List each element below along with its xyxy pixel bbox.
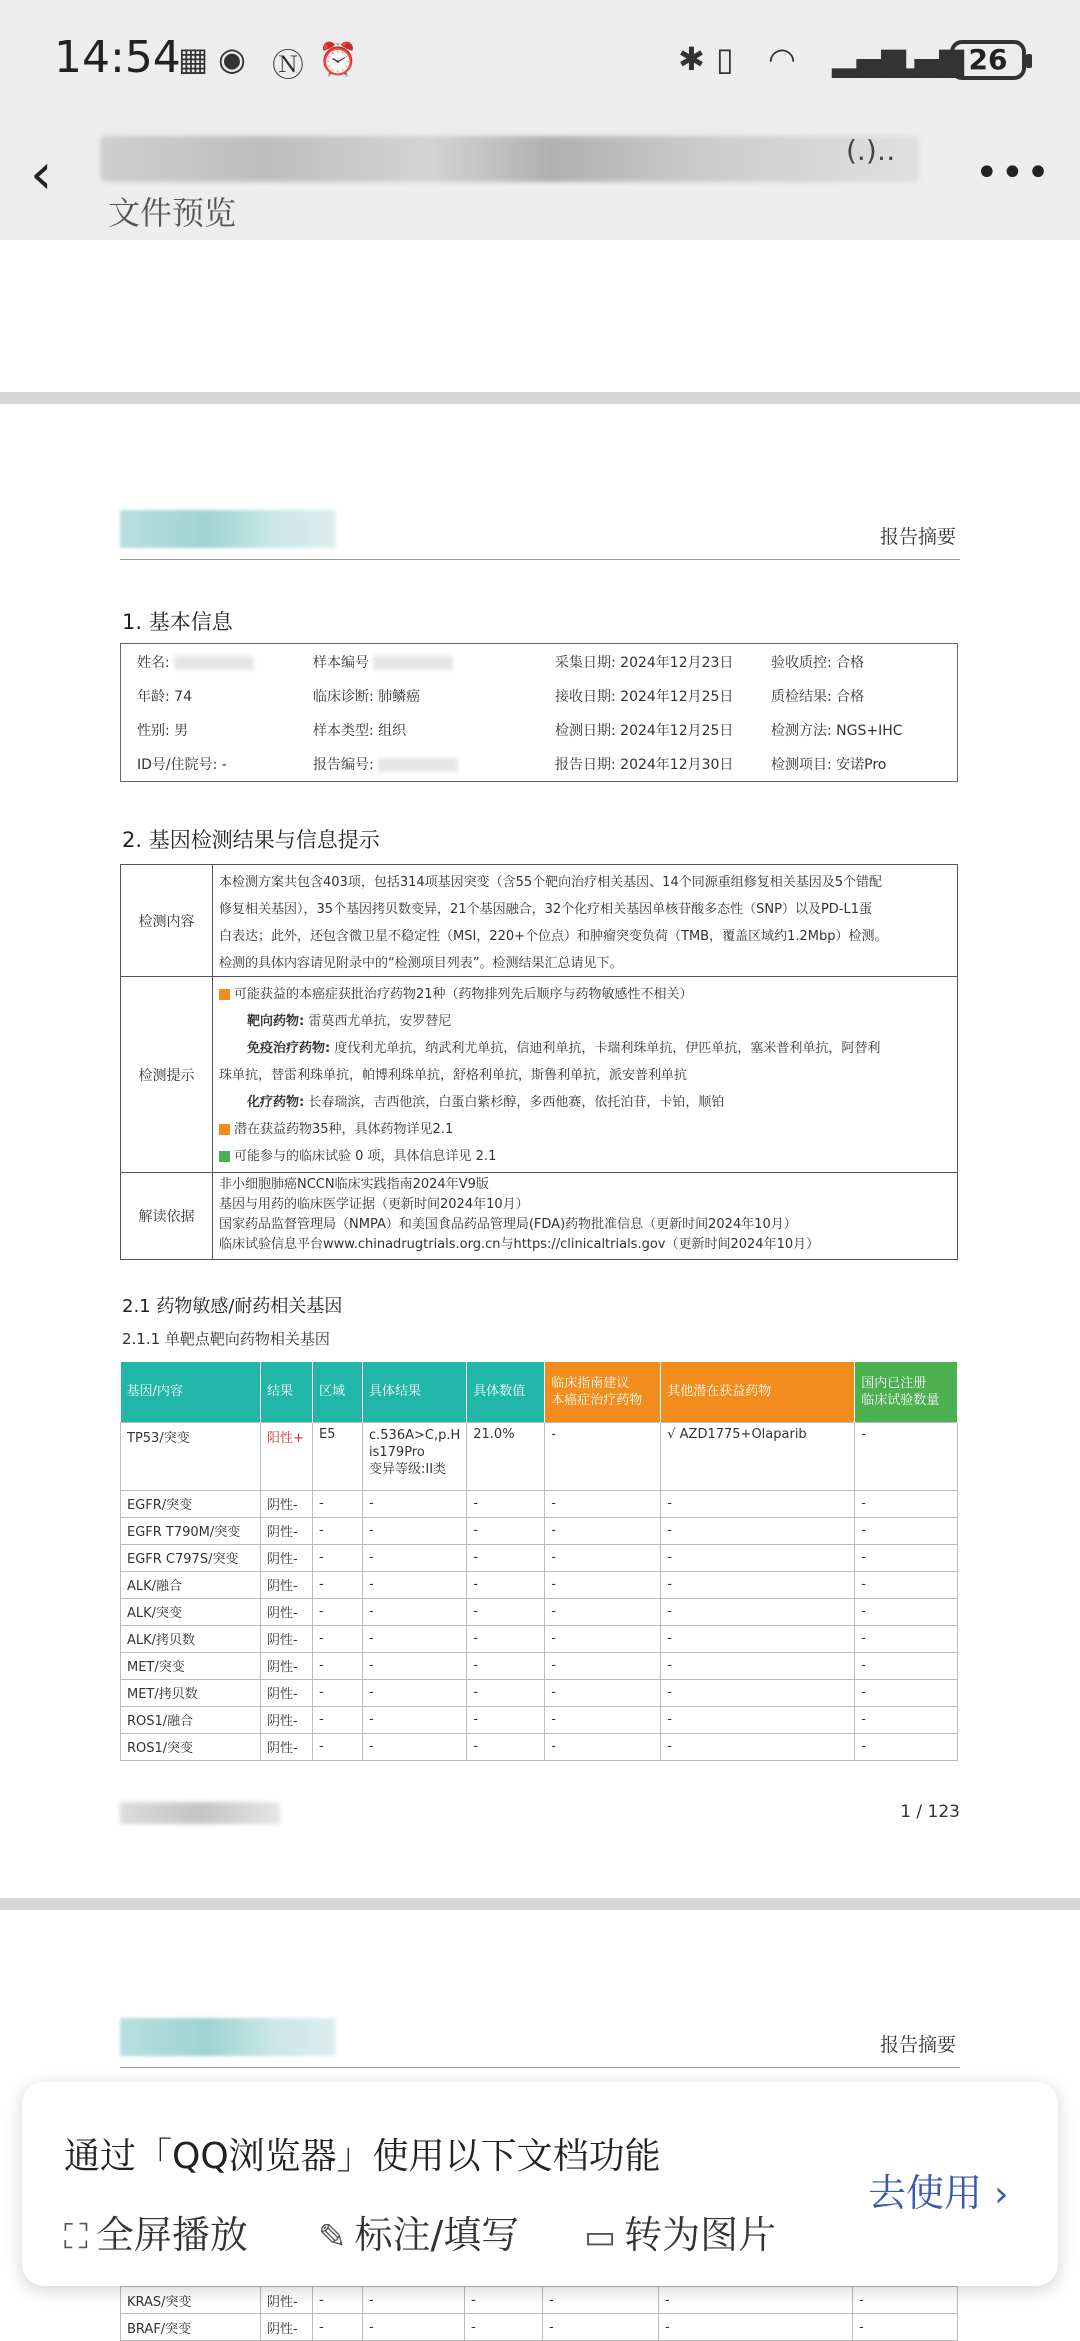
cell-trials: - bbox=[855, 1422, 958, 1490]
cell-trials: - bbox=[855, 1571, 958, 1598]
cell-detail: - bbox=[363, 2287, 465, 2314]
basic-info-box bbox=[120, 643, 958, 782]
col-region: 区域 bbox=[313, 1362, 363, 1422]
info-test-date: 检测日期: 2024年12月25日 bbox=[555, 723, 734, 739]
section1-title: 1. 基本信息 bbox=[122, 610, 233, 634]
tips-body bbox=[219, 981, 951, 1170]
info-receive-date: 接收日期: 2024年12月25日 bbox=[555, 689, 734, 705]
cell-result: 阴性- bbox=[261, 1625, 313, 1652]
cell-guideline: - bbox=[545, 1571, 661, 1598]
cell-trials: - bbox=[855, 1706, 958, 1733]
cell-gene: ROS1/突变 bbox=[121, 1733, 261, 1760]
results-row-tips bbox=[121, 977, 957, 1173]
gene-table bbox=[120, 1362, 958, 1761]
status-time: 14:54 bbox=[54, 32, 181, 83]
info-sex: 性别: 男 bbox=[137, 723, 189, 739]
cell-guideline: - bbox=[545, 1422, 661, 1490]
cell-result: 阴性- bbox=[261, 1706, 313, 1733]
tip-immuno: 免疫治疗药物: 度伐利尤单抗，纳武利尤单抗，信迪利单抗，卡瑞利珠单抗，伊匹单抗，塞米普利单抗，阿替利 bbox=[247, 1041, 881, 1056]
cell-value: - bbox=[467, 1652, 545, 1679]
info-sample-type: 样本类型: 组织 bbox=[313, 723, 407, 739]
cell-region: - bbox=[313, 1733, 363, 1760]
cell-other-drugs: - bbox=[661, 1679, 855, 1706]
cell-trials: - bbox=[855, 1490, 958, 1517]
cell-result: 阴性- bbox=[261, 1490, 313, 1517]
cell-other-drugs: - bbox=[661, 1733, 855, 1760]
cell-gene: ALK/融合 bbox=[121, 1571, 261, 1598]
col-trials: 国内已注册 临床试验数量 bbox=[855, 1362, 958, 1422]
table-row bbox=[121, 2314, 958, 2341]
cell-detail: - bbox=[363, 1544, 467, 1571]
cell-result: 阴性- bbox=[261, 1679, 313, 1706]
col-result: 结果 bbox=[261, 1362, 313, 1422]
cell-other-drugs: - bbox=[661, 1544, 855, 1571]
more-icon[interactable]: ••• bbox=[975, 150, 1052, 196]
alarm-icon: ⏰ bbox=[318, 40, 358, 78]
cell-result-positive: 阳性+ bbox=[261, 1422, 313, 1490]
cell-other-drugs: - bbox=[659, 2287, 853, 2314]
cell-detail: - bbox=[363, 1490, 467, 1517]
go-use-button[interactable]: 去使用 › bbox=[868, 2171, 1009, 2215]
tips-label: 检测提示 bbox=[121, 977, 213, 1172]
cell-region: - bbox=[313, 2314, 363, 2341]
info-age: 年龄: 74 bbox=[137, 689, 192, 705]
gene-table-header bbox=[121, 1362, 958, 1422]
cell-value: - bbox=[467, 1733, 545, 1760]
info-id-no: ID号/住院号: - bbox=[137, 757, 227, 773]
cell-guideline: - bbox=[545, 1517, 661, 1544]
cell-region: - bbox=[313, 2287, 363, 2314]
cell-guideline: - bbox=[545, 1733, 661, 1760]
basis-body: 非小细胞肺癌NCCN临床实践指南2024年V9版 基因与用药的临床医学证据（更新时间2024年10月） 国家药品监督管理局（NMPA）和美国食品药品管理局(FDA)药物批准信息（更新时间2024年10月） 临床试验信息平台www.chinadrugtrials.org.cn与https://clinicaltrials.gov（更新时间2024年10月） bbox=[219, 1177, 820, 1252]
cell-detail: - bbox=[363, 1679, 467, 1706]
cell-gene: KRAS/突变 bbox=[121, 2287, 261, 2314]
col-other-drugs: 其他潜在获益药物 bbox=[661, 1362, 855, 1422]
cell-other-drugs: - bbox=[661, 1598, 855, 1625]
info-method: 检测方法: NGS+IHC bbox=[771, 723, 903, 739]
cell-guideline: - bbox=[543, 2314, 659, 2341]
col-value: 具体数值 bbox=[467, 1362, 545, 1422]
cell-result: 阴性- bbox=[261, 1733, 313, 1760]
cell-value: - bbox=[467, 1490, 545, 1517]
cell-detail: - bbox=[363, 1625, 467, 1652]
cell-result: 阴性- bbox=[261, 1544, 313, 1571]
cell-value: - bbox=[465, 2314, 543, 2341]
orange-square-icon bbox=[219, 1124, 230, 1135]
cell-other-drugs: - bbox=[661, 1652, 855, 1679]
cell-gene: EGFR C797S/突变 bbox=[121, 1544, 261, 1571]
title-suffix: (.)‥ bbox=[846, 134, 896, 167]
cell-value: - bbox=[467, 1625, 545, 1652]
cell-guideline: - bbox=[545, 1706, 661, 1733]
table-row bbox=[121, 1625, 958, 1652]
cell-trials: - bbox=[853, 2287, 958, 2314]
cell-value: - bbox=[467, 1517, 545, 1544]
cell-value: - bbox=[467, 1679, 545, 1706]
popup-title: 通过「QQ浏览器」使用以下文档功能 bbox=[64, 2136, 661, 2177]
annotate-feature[interactable]: ✎ 标注/填写 bbox=[318, 2213, 520, 2257]
cell-gene: TP53/突变 bbox=[121, 1422, 261, 1490]
green-square-icon bbox=[219, 1151, 230, 1162]
cell-gene: MET/突变 bbox=[121, 1652, 261, 1679]
cell-detail: - bbox=[363, 1706, 467, 1733]
wifi-icon: ◠ bbox=[768, 40, 796, 78]
page1-header bbox=[120, 516, 960, 560]
page1-header-label: 报告摘要 bbox=[879, 526, 956, 548]
cell-detail: - bbox=[363, 1571, 467, 1598]
cell-detail: - bbox=[363, 1733, 467, 1760]
cell-region: - bbox=[313, 1517, 363, 1544]
cell-gene: MET/拷贝数 bbox=[121, 1679, 261, 1706]
signal-icon-2: ▂▄▆ bbox=[890, 40, 964, 78]
signal-icon: ▂▄▆ bbox=[832, 40, 906, 78]
orange-square-icon bbox=[219, 989, 230, 1000]
tip-clinical-trials: 可能参与的临床试验 0 项，具体信息详见 2.1 bbox=[219, 1143, 951, 1170]
tip-targeted: 靶向药物: 雷莫西尤单抗，安罗替尼 bbox=[247, 1014, 452, 1029]
top-bar bbox=[0, 0, 1080, 240]
cell-result: 阴性- bbox=[261, 1517, 313, 1544]
eye-icon: ◉ bbox=[218, 40, 246, 78]
results-row-content bbox=[121, 865, 957, 977]
table-row bbox=[121, 1544, 958, 1571]
vibrate-icon: ▯ bbox=[716, 40, 734, 78]
info-report-no: 报告编号: bbox=[313, 754, 458, 774]
cell-other-drugs: - bbox=[659, 2314, 853, 2341]
cell-gene: EGFR/突变 bbox=[121, 1490, 261, 1517]
table-row bbox=[121, 1733, 958, 1760]
cell-result: 阴性- bbox=[261, 1598, 313, 1625]
cell-trials: - bbox=[855, 1598, 958, 1625]
cell-trials: - bbox=[855, 1733, 958, 1760]
content-label: 检测内容 bbox=[121, 865, 213, 976]
cell-gene: ROS1/融合 bbox=[121, 1706, 261, 1733]
cell-value: - bbox=[465, 2287, 543, 2314]
calendar-icon: ▦ bbox=[178, 40, 209, 78]
info-name: 姓名: bbox=[137, 652, 254, 672]
table-row bbox=[121, 1652, 958, 1679]
cell-other-drugs: - bbox=[661, 1706, 855, 1733]
info-sample-no: 样本编号 bbox=[313, 652, 453, 672]
cell-other-drugs: - bbox=[661, 1490, 855, 1517]
cell-trials: - bbox=[853, 2314, 958, 2341]
section2-title: 2. 基因检测结果与信息提示 bbox=[122, 828, 380, 852]
table-row bbox=[121, 1490, 958, 1517]
report-logo bbox=[120, 510, 336, 548]
cell-guideline: - bbox=[545, 1544, 661, 1571]
cell-result: 阴性- bbox=[261, 1652, 313, 1679]
edit-icon: ✎ bbox=[318, 2217, 347, 2257]
table-row-tp53 bbox=[121, 1422, 958, 1490]
cell-gene: BRAF/突变 bbox=[121, 2314, 261, 2341]
cell-guideline: - bbox=[545, 1625, 661, 1652]
col-gene: 基因/内容 bbox=[121, 1362, 261, 1422]
cell-region: - bbox=[313, 1571, 363, 1598]
section21-title: 2.1 药物敏感/耐药相关基因 bbox=[122, 1296, 343, 1317]
page2-header-label: 报告摘要 bbox=[879, 2034, 956, 2056]
tip-approved-drugs: 可能获益的本癌症获批治疗药物21种（药物排列先后顺序与药物敏感性不相关） bbox=[219, 981, 951, 1008]
col-detail: 具体结果 bbox=[363, 1362, 467, 1422]
cell-value: - bbox=[467, 1706, 545, 1733]
info-report-date: 报告日期: 2024年12月30日 bbox=[555, 757, 734, 773]
section211-title: 2.1.1 单靶点靶向药物相关基因 bbox=[122, 1330, 330, 1348]
page2-header bbox=[120, 2024, 960, 2068]
cell-result: 阴性- bbox=[261, 1571, 313, 1598]
cell-trials: - bbox=[855, 1517, 958, 1544]
page-number: 1 / 123 bbox=[900, 1802, 960, 1822]
cell-trials: - bbox=[855, 1625, 958, 1652]
cell-other-drugs: - bbox=[661, 1625, 855, 1652]
cell-value: - bbox=[467, 1571, 545, 1598]
cell-region: - bbox=[313, 1544, 363, 1571]
page1-footer bbox=[120, 1802, 960, 1832]
to-image-feature[interactable]: ▭ 转为图片 bbox=[584, 2213, 777, 2257]
cell-value: 21.0% bbox=[467, 1422, 545, 1490]
cell-guideline: - bbox=[545, 1679, 661, 1706]
back-icon[interactable]: ‹ bbox=[30, 142, 53, 207]
table-row bbox=[121, 1706, 958, 1733]
cell-other-drugs: - bbox=[661, 1571, 855, 1598]
cell-guideline: - bbox=[545, 1652, 661, 1679]
cell-region: - bbox=[313, 1679, 363, 1706]
image-icon: ▭ bbox=[584, 2217, 617, 2257]
page-divider bbox=[0, 1898, 1080, 1910]
fullscreen-feature[interactable]: ⛶ 全屏播放 bbox=[64, 2213, 248, 2257]
table-row bbox=[121, 2287, 958, 2314]
cell-detail: c.536A>C,p.H is179Pro 变异等级:II类 bbox=[363, 1422, 467, 1490]
page-divider bbox=[0, 392, 1080, 404]
cell-value: - bbox=[467, 1598, 545, 1625]
gene-table-page2 bbox=[120, 2286, 958, 2341]
cell-gene: ALK/突变 bbox=[121, 1598, 261, 1625]
content-body: 本检测方案共包含403项，包括314项基因突变（含55个靶向治疗相关基因、14个同源重组修复相关基因及5个错配 修复相关基因），35个基因拷贝数变异，21个基因融合，32个化疗相关基因单核苷酸多态性（SNP）以及PD-L1蛋 白表达；此外，还包含微卫星不稳定性（MSI，220+个位点）和肿瘤突变负荷（TMB，覆盖区域约1.2Mbp）检测。 检测的具体内容请见附录中的“检测项目列表”。检测结果汇总请见下。 bbox=[219, 875, 888, 971]
chevron-right-icon: › bbox=[994, 2174, 1009, 2215]
info-diagnosis: 临床诊断: 肺鳞癌 bbox=[313, 689, 421, 705]
cell-gene: EGFR T790M/突变 bbox=[121, 1517, 261, 1544]
cell-guideline: - bbox=[545, 1490, 661, 1517]
cell-region: - bbox=[313, 1706, 363, 1733]
qq-browser-popup bbox=[22, 2082, 1058, 2286]
document-title-blurred bbox=[100, 136, 920, 182]
cell-result: 阴性- bbox=[261, 2287, 313, 2314]
info-qc: 验收质控: 合格 bbox=[771, 655, 865, 671]
table-row bbox=[121, 1517, 958, 1544]
cell-value: - bbox=[467, 1544, 545, 1571]
tip-chemo: 化疗药物: 长春瑞滨，吉西他滨，白蛋白紫杉醇，多西他赛，依托泊苷，卡铂，顺铂 bbox=[247, 1095, 725, 1110]
cell-detail: - bbox=[363, 1652, 467, 1679]
status-bar bbox=[0, 0, 1080, 120]
cell-detail: - bbox=[363, 1517, 467, 1544]
cell-trials: - bbox=[855, 1544, 958, 1571]
page-subtitle: 文件预览 bbox=[108, 194, 237, 232]
cell-region: - bbox=[313, 1490, 363, 1517]
table-row bbox=[121, 1679, 958, 1706]
info-collect-date: 采集日期: 2024年12月23日 bbox=[555, 655, 734, 671]
cell-result: 阴性- bbox=[261, 2314, 313, 2341]
tip-immuno-cont: 珠单抗，替雷利珠单抗，帕博利珠单抗，舒格利单抗，斯鲁利单抗，派安普利单抗 bbox=[219, 1068, 688, 1083]
cell-other-drugs: - bbox=[661, 1517, 855, 1544]
info-test-item: 检测项目: 安诺Pro bbox=[771, 757, 887, 773]
tip-potential-drugs: 潜在获益药物35种，具体药物详见2.1 bbox=[219, 1116, 951, 1143]
footer-logo-blurred bbox=[120, 1802, 280, 1824]
battery-indicator: 26 bbox=[950, 40, 1026, 80]
basis-label: 解读依据 bbox=[121, 1173, 213, 1259]
cell-other-drugs: √ AZD1775+Olaparib bbox=[661, 1422, 855, 1490]
report-logo bbox=[120, 2018, 336, 2056]
cell-guideline: - bbox=[545, 1598, 661, 1625]
cell-region: - bbox=[313, 1598, 363, 1625]
cell-guideline: - bbox=[543, 2287, 659, 2314]
col-guideline: 临床指南建议 本癌症治疗药物 bbox=[545, 1362, 661, 1422]
table-row bbox=[121, 1571, 958, 1598]
cell-trials: - bbox=[855, 1679, 958, 1706]
nfc-icon: Ⓝ bbox=[272, 46, 305, 84]
info-qc-result: 质检结果: 合格 bbox=[771, 689, 865, 705]
bluetooth-icon: ✱ bbox=[678, 40, 705, 78]
cell-region: E5 bbox=[313, 1422, 363, 1490]
results-row-basis bbox=[121, 1173, 957, 1259]
fullscreen-icon: ⛶ bbox=[64, 2217, 88, 2257]
cell-detail: - bbox=[363, 2314, 465, 2341]
cell-trials: - bbox=[855, 1652, 958, 1679]
cell-detail: - bbox=[363, 1598, 467, 1625]
cell-region: - bbox=[313, 1625, 363, 1652]
results-table bbox=[120, 864, 958, 1260]
table-row bbox=[121, 1598, 958, 1625]
cell-gene: ALK/拷贝数 bbox=[121, 1625, 261, 1652]
cell-region: - bbox=[313, 1652, 363, 1679]
